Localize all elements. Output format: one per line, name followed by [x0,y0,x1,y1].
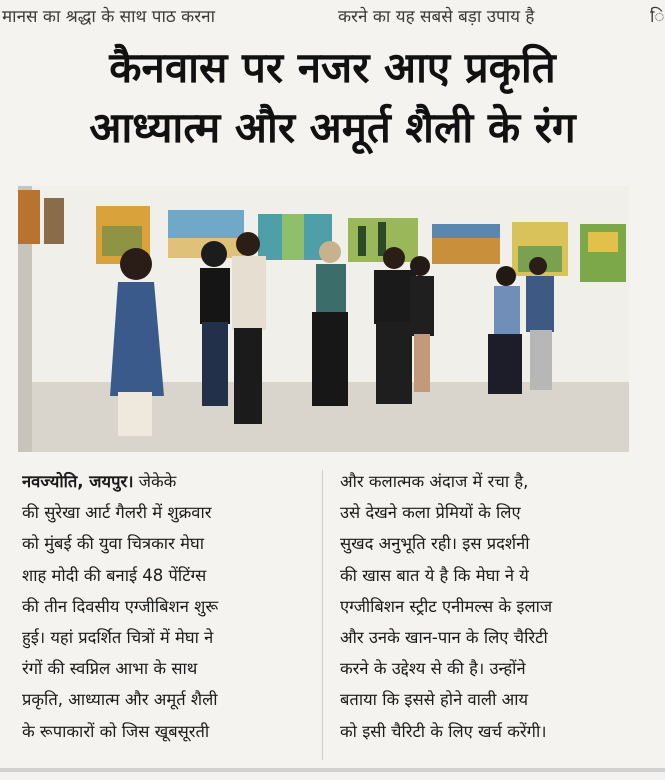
article-line: हुई। यहां प्रदर्शित चित्रों में मेघा ने [22,628,214,648]
article-line: के रूपाकारों को जिस खूबसूरती [22,721,210,741]
article-line: रंगों की स्वप्निल आभा के साथ [22,659,198,679]
article-line: शाह मोदी की बनाई 48 पेंटिंग्स [22,565,207,585]
article-line: प्रकृति, आध्यात्म और अमूर्त शैली [22,690,218,710]
article-line: को इसी चैरिटी के लिए खर्च करेंगी। [340,721,547,741]
gallery-scene-illustration [18,186,629,452]
headline-line-1: कैनवास पर नजर आए प्रकृति [109,43,556,92]
previous-article-strip [0,0,665,30]
article-left-column [22,466,312,747]
article-byline: नवज्योति, जयपुर। [22,472,134,491]
article-line: को मुंबई की युवा चित्रकार मेघा [22,534,204,554]
article-line: सुखद अनुभूति रही। इस प्रदर्शनी [340,534,530,554]
bottom-rule [0,768,665,772]
article-line [22,466,312,497]
article-line: बताया कि इससे होने वाली आय [340,690,529,710]
article-line: एग्जीबिशन स्ट्रीट एनीमल्स के इलाज [340,596,553,616]
article-line: की तीन दिवसीय एग्जीबिशन शुरू [22,596,219,616]
article-line-text: जेकेके [133,472,177,491]
painting [18,190,40,244]
exhibition-photo [18,186,629,452]
previous-article-left-text: मानस का श्रद्धा के साथ पाठ करना [2,7,215,27]
article-line: और कलात्मक अंदाज में रचा है, [340,472,529,491]
headline-line-2: आध्यात्म और अमूर्त शैली के रंग [89,103,576,152]
column-divider [322,470,323,760]
article-line: और उनके खान-पान के लिए चैरिटी [340,628,548,648]
previous-article-edge-text: ि [650,7,665,27]
article-line: करने के उद्देश्य से की है। उन्होंने [340,659,526,679]
painting [44,198,64,244]
article-line: की खास बात ये है कि मेघा ने ये [340,565,529,585]
article-line: की सुरेखा आर्ट गैलरी में शुक्रवार [22,503,212,523]
article-right-column [340,466,630,747]
previous-article-right-text: करने का यह सबसे बड़ा उपाय है [338,7,535,27]
article-line: उसे देखने कला प्रेमियों के लिए [340,503,521,523]
article-headline [0,38,665,158]
